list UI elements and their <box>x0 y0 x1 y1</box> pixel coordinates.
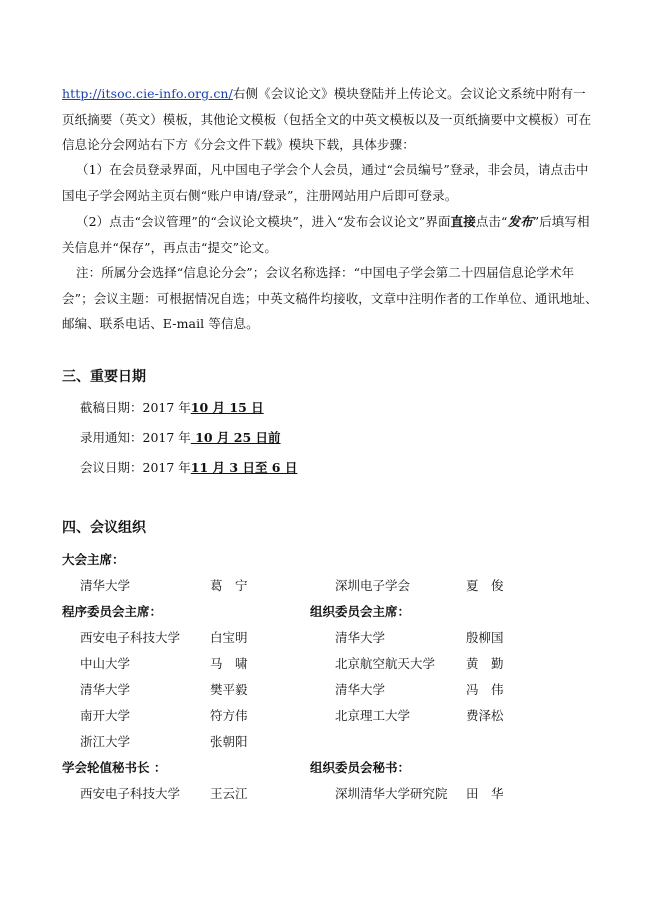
organizing-chair-org: 清华大学 <box>335 682 386 697</box>
program-chair-org: 浙江大学 <box>80 734 131 749</box>
general-chair-name: 夏 俊 <box>466 578 504 593</box>
general-chairs-title: 大会主席： <box>62 552 125 567</box>
conference-date-line <box>80 458 297 476</box>
step2-publish-emphasis: 发布 <box>507 214 533 229</box>
organizing-chair-org: 清华大学 <box>335 630 386 645</box>
step2-paragraph <box>62 209 598 260</box>
program-chair-org: 西安电子科技大学 <box>80 630 181 645</box>
deadline-date: 10 月 15 日 <box>190 400 264 415</box>
deadline-label: 截稿日期：2017 年 <box>80 400 191 415</box>
note-paragraph: 注：所属分会选择“信息论分会”；会议名称选择：“中国电子学会第二十四届信息论学术年会”；会议主题：可根据情况自选；中英文稿件均接收，文章中注明作者的工作单位、通讯地址、邮编、联系电话、E-mail 等信息。 <box>62 265 598 331</box>
organizing-chair-name: 费泽松 <box>466 708 504 723</box>
organizing-chairs-title: 组织委员会主席： <box>310 604 411 619</box>
step2-text-a: （2）点击“会议管理”的“会议论文模块”，进入“发布会议论文”界面 <box>76 214 451 229</box>
organizing-chair-name: 黄 勤 <box>466 656 504 671</box>
notification-line <box>80 428 281 446</box>
section3-heading: 三、重要日期 <box>62 369 146 385</box>
organizing-secretary-name: 田 华 <box>466 786 504 801</box>
notification-date: 10 月 25 日前 <box>190 430 281 445</box>
step2-text-c: ”后填写相关信息并“保存”，再点击“提交”论文。 <box>62 214 590 255</box>
program-chair-name: 符方伟 <box>210 708 248 723</box>
program-chair-org: 清华大学 <box>80 682 131 697</box>
rotating-secretary-name: 王云江 <box>210 786 248 801</box>
conference-date-label: 会议日期：2017 年 <box>80 460 191 475</box>
rotating-secretary-org: 西安电子科技大学 <box>80 786 181 801</box>
program-chair-org: 中山大学 <box>80 656 131 671</box>
step2-text-b: 点击“ <box>475 214 508 229</box>
general-chair-org: 清华大学 <box>80 578 131 593</box>
organizing-chair-org: 北京航空航天大学 <box>335 656 436 671</box>
intro-text: 右侧《会议论文》模块登陆并上传论文。会议论文系统中附有一页纸摘要（英文）模板，其他论文模板（包括全文的中英文模板以及一页纸摘要中文模板）可在信息论分会网站右下方《分会文件下载》模块下载，具体步骤： <box>62 86 592 152</box>
program-chair-name: 马 啸 <box>210 656 248 671</box>
step2-bold-direct: 直接 <box>450 214 476 229</box>
itsoc-url-link[interactable]: http://itsoc.cie-info.org.cn/ <box>62 86 233 101</box>
deadline-line <box>80 398 264 416</box>
organizing-secretary-org: 深圳清华大学研究院 <box>335 786 448 801</box>
program-chair-name: 白宝明 <box>210 630 248 645</box>
general-chair-org: 深圳电子学会 <box>335 578 411 593</box>
section4-heading: 四、会议组织 <box>62 520 146 536</box>
organizing-secretary-title: 组织委员会秘书： <box>310 760 411 775</box>
conference-date: 11 月 3 日至 6 日 <box>190 460 298 475</box>
program-chairs-title: 程序委员会主席： <box>62 604 163 619</box>
intro-paragraph <box>62 81 598 158</box>
organizing-chair-name: 殷柳国 <box>466 630 504 645</box>
step1-paragraph: （1）在会员登录界面，凡中国电子学会个人会员，通过“会员编号”登录，非会员，请点击中国电子学会网站主页右侧“账户申请/登录”，注册网站用户后即可登录。 <box>62 162 589 203</box>
program-chair-name: 张朝阳 <box>210 734 248 749</box>
rotating-secretary-title: 学会轮值秘书长 ： <box>62 760 167 775</box>
program-chair-name: 樊平毅 <box>210 682 248 697</box>
general-chair-name: 葛 宁 <box>210 578 248 593</box>
program-chair-org: 南开大学 <box>80 708 131 723</box>
organizing-chair-org: 北京理工大学 <box>335 708 411 723</box>
notification-label: 录用通知：2017 年 <box>80 430 191 445</box>
organizing-chair-name: 冯 伟 <box>466 682 504 697</box>
